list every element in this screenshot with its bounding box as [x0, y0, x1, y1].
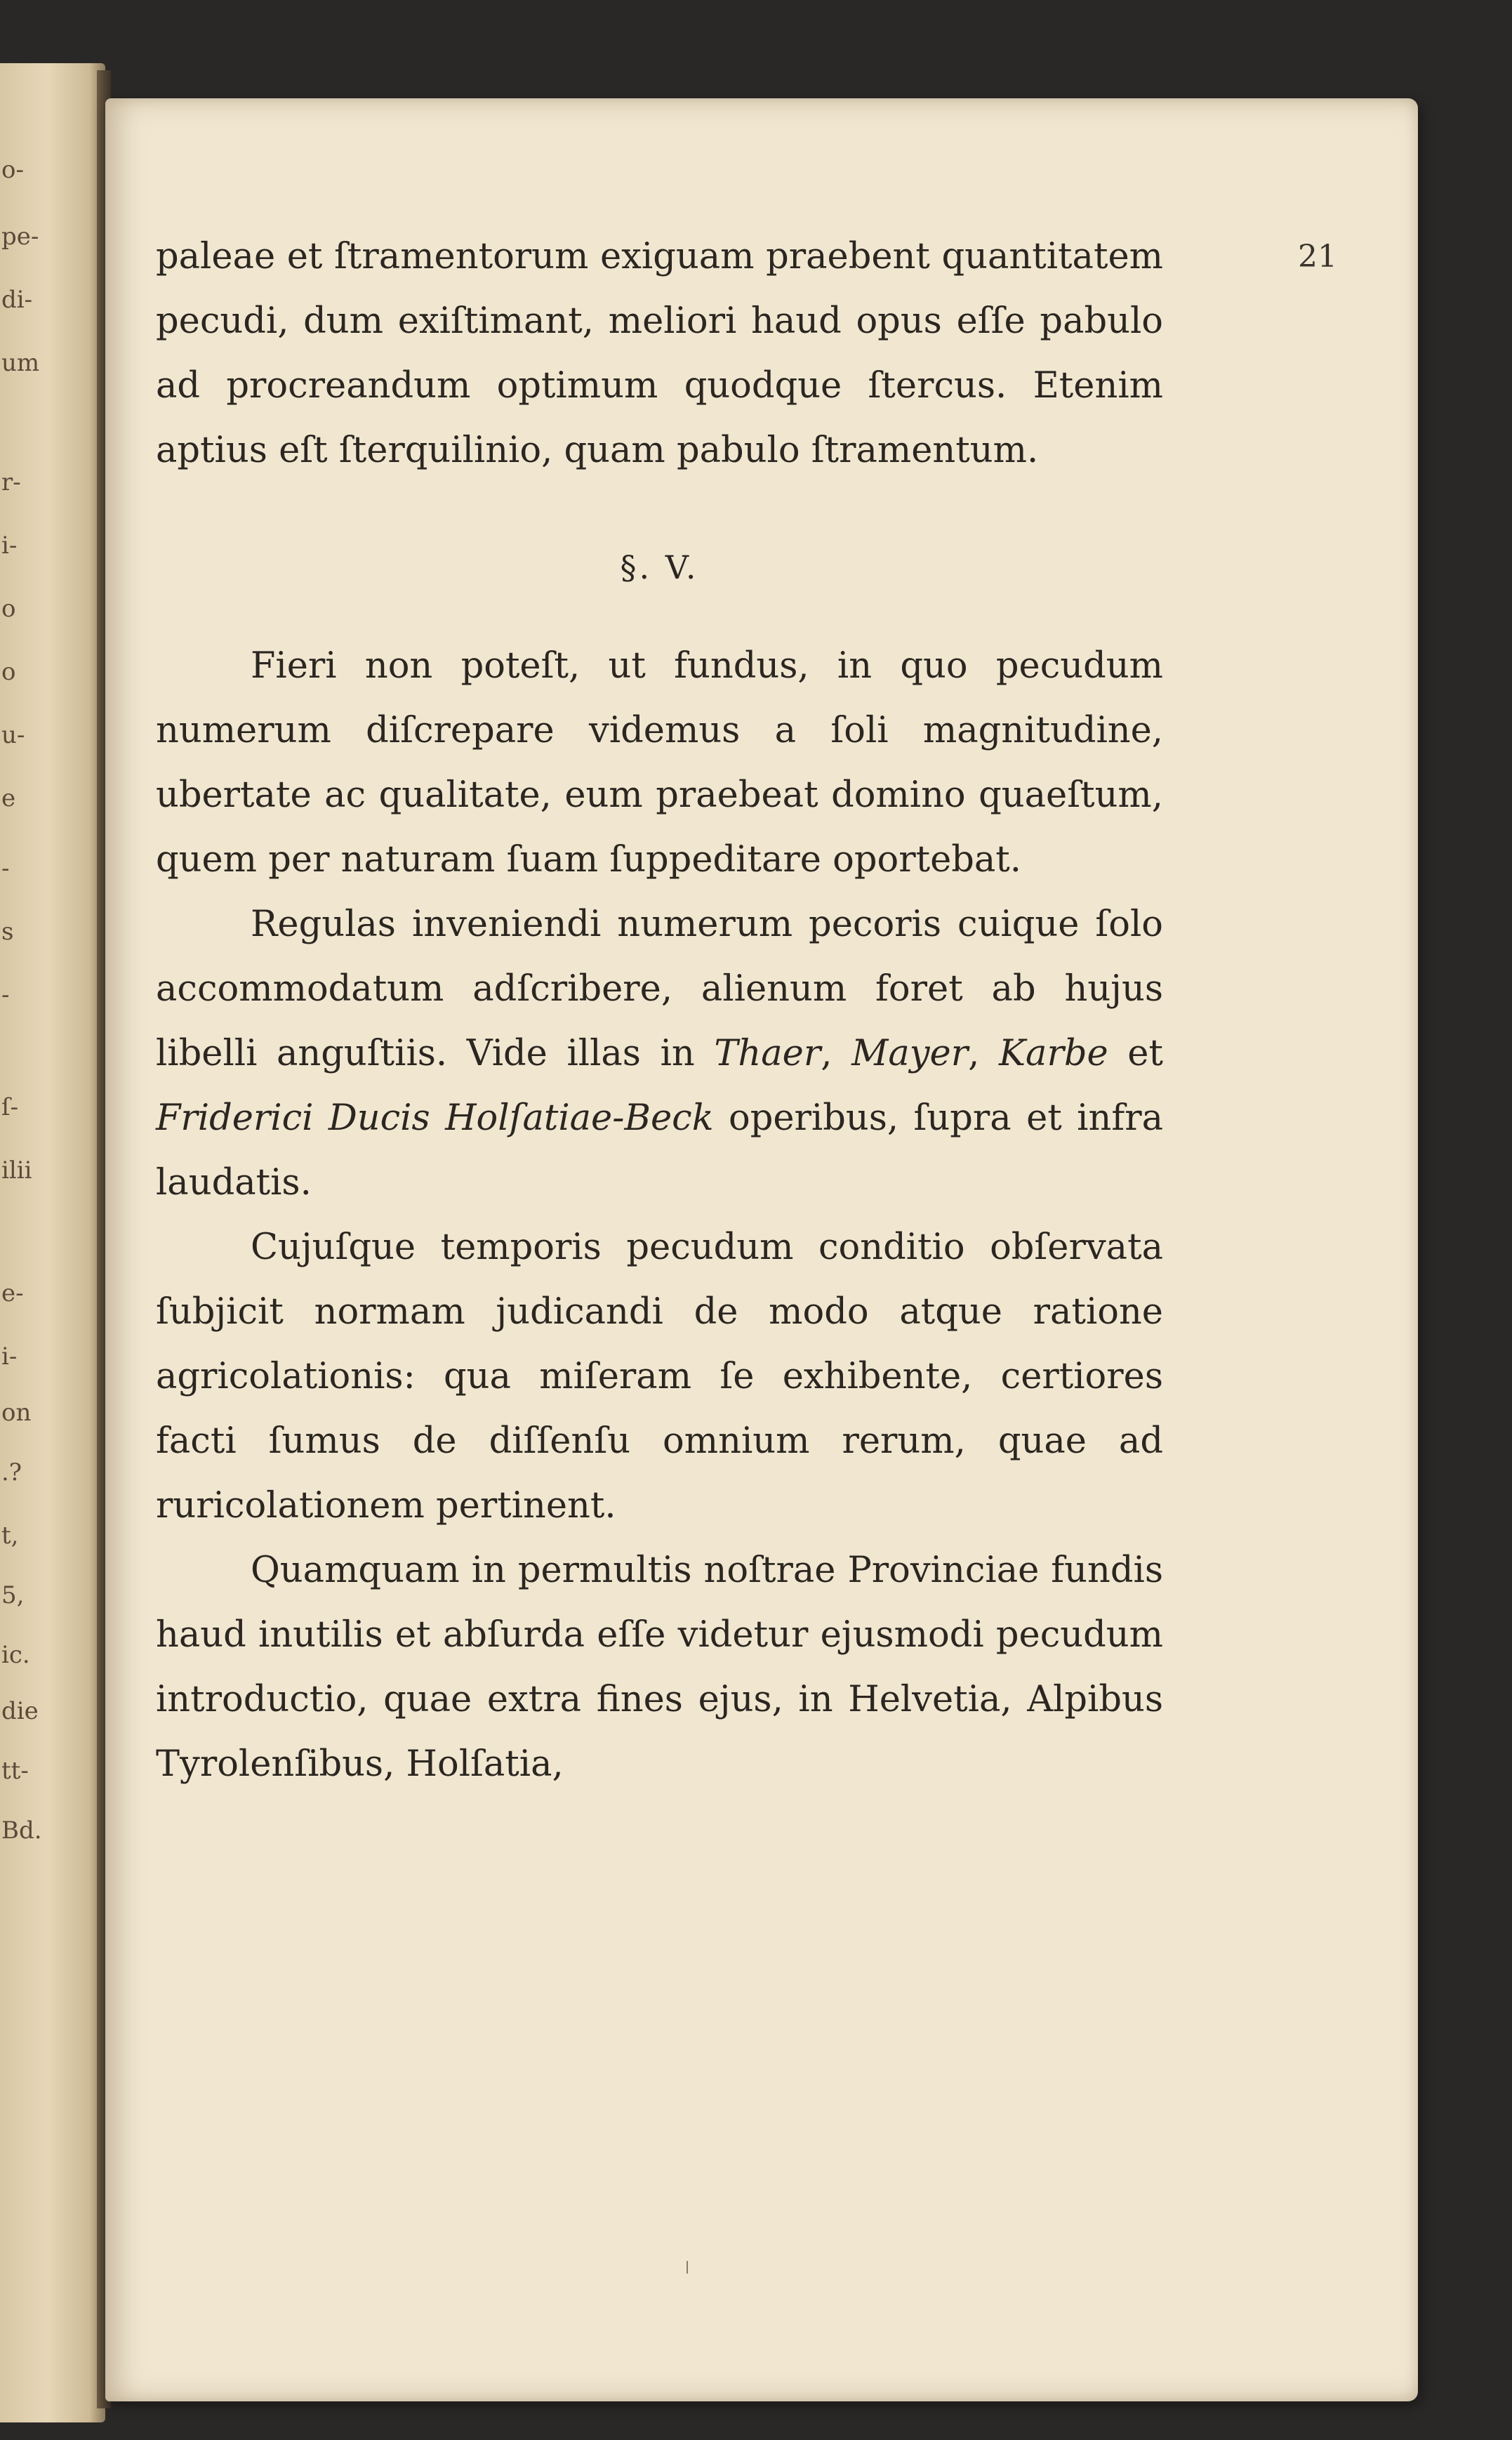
- page-number: 21: [1298, 239, 1337, 275]
- paragraph-continued: paleae et ſtramentorum exiguam praebent quantitatem pecudi, dum exiſtimant, meliori haud opus eſſe pabulo ad procreandum optimum quodque ſtercus. Etenim aptius eſt ſterquilinio, quam pabulo ſtramentum.: [156, 236, 1163, 471]
- section-heading: §. V.: [620, 548, 699, 586]
- print-mark: [687, 2261, 688, 2274]
- facing-page-fragment: di-: [1, 286, 33, 314]
- facing-page-fragment: 5,: [1, 1581, 25, 1609]
- paragraph-text: Regulas inveniendi numerum pecoris cuique ſolo accommodatum adſcribere, alienum foret ab hujus libelli anguſtiis. Vide illas in: [156, 904, 1163, 1074]
- paragraph-text: operibus, ſupra et infra laudatis.: [156, 1097, 1163, 1203]
- paragraph: Cujuſque temporis pecudum conditio obſervata ſubjicit normam judicandi de modo atque ratione agricolationis: qua miſeram ſe exhibente, certiores facti ſumus de diſſenſu omnium rerum, quae ad ruricolationem pertinent.: [156, 1227, 1163, 1526]
- facing-page-fragment: o: [1, 595, 16, 623]
- facing-page-fragment: e: [1, 784, 16, 812]
- paragraph: Quamquam in permultis noſtrae Provinciae fundis haud inutilis et abſurda eſſe videtur ejusmodi pecudum introductio, quae extra fines ejus, in Helvetia, Alpibus Tyrolenſibus, Holſatia,: [156, 1550, 1163, 1785]
- facing-page-fragment: on: [1, 1399, 32, 1427]
- facing-page-fragment: i-: [1, 1343, 18, 1371]
- facing-page-fragment: tt-: [1, 1757, 29, 1785]
- facing-page-fragment: um: [1, 349, 40, 377]
- facing-page-fragment: t,: [1, 1522, 19, 1550]
- facing-page-fragment: o-: [1, 156, 24, 184]
- facing-page-fragment: ſ-: [1, 1093, 19, 1121]
- facing-page-fragment: -: [1, 855, 10, 883]
- facing-page-fragment: u-: [1, 721, 25, 749]
- separator: ,: [821, 1033, 852, 1074]
- paragraph-references: [156, 892, 1163, 1215]
- paragraph: Fieri non poteſt, ut fundus, in quo pecudum numerum diſcrepare videmus a ſoli magnitudine, ubertate ac qualitate, eum praebeat domino quaeſtum, quem per naturam ſuam ſuppeditare oportebat.: [156, 645, 1163, 881]
- separator: ,: [968, 1033, 999, 1074]
- facing-page-edge: [0, 63, 105, 2422]
- facing-page-fragment: s: [1, 918, 14, 946]
- facing-page-fragment: .?: [1, 1458, 22, 1486]
- cited-author: Friderici Ducis Holſatiae-Beck: [156, 1097, 714, 1139]
- facing-page-fragment: r-: [1, 468, 21, 496]
- cited-author: Karbe: [998, 1033, 1108, 1074]
- page-body: [156, 225, 1163, 1797]
- separator: et: [1108, 1033, 1163, 1074]
- facing-page-fragment: pe-: [1, 223, 39, 251]
- facing-page-fragment: i-: [1, 532, 18, 560]
- facing-page-fragment: o: [1, 658, 16, 686]
- facing-page-fragment: -: [1, 981, 10, 1009]
- facing-page-fragment: ic.: [1, 1641, 30, 1669]
- cited-author: Mayer: [851, 1033, 969, 1074]
- cited-author: Thaer: [714, 1033, 821, 1074]
- facing-page-fragment: die: [1, 1697, 39, 1725]
- facing-page-fragment: ilii: [1, 1156, 32, 1185]
- facing-page-fragment: Bd.: [1, 1816, 42, 1845]
- facing-page-fragment: e-: [1, 1279, 24, 1307]
